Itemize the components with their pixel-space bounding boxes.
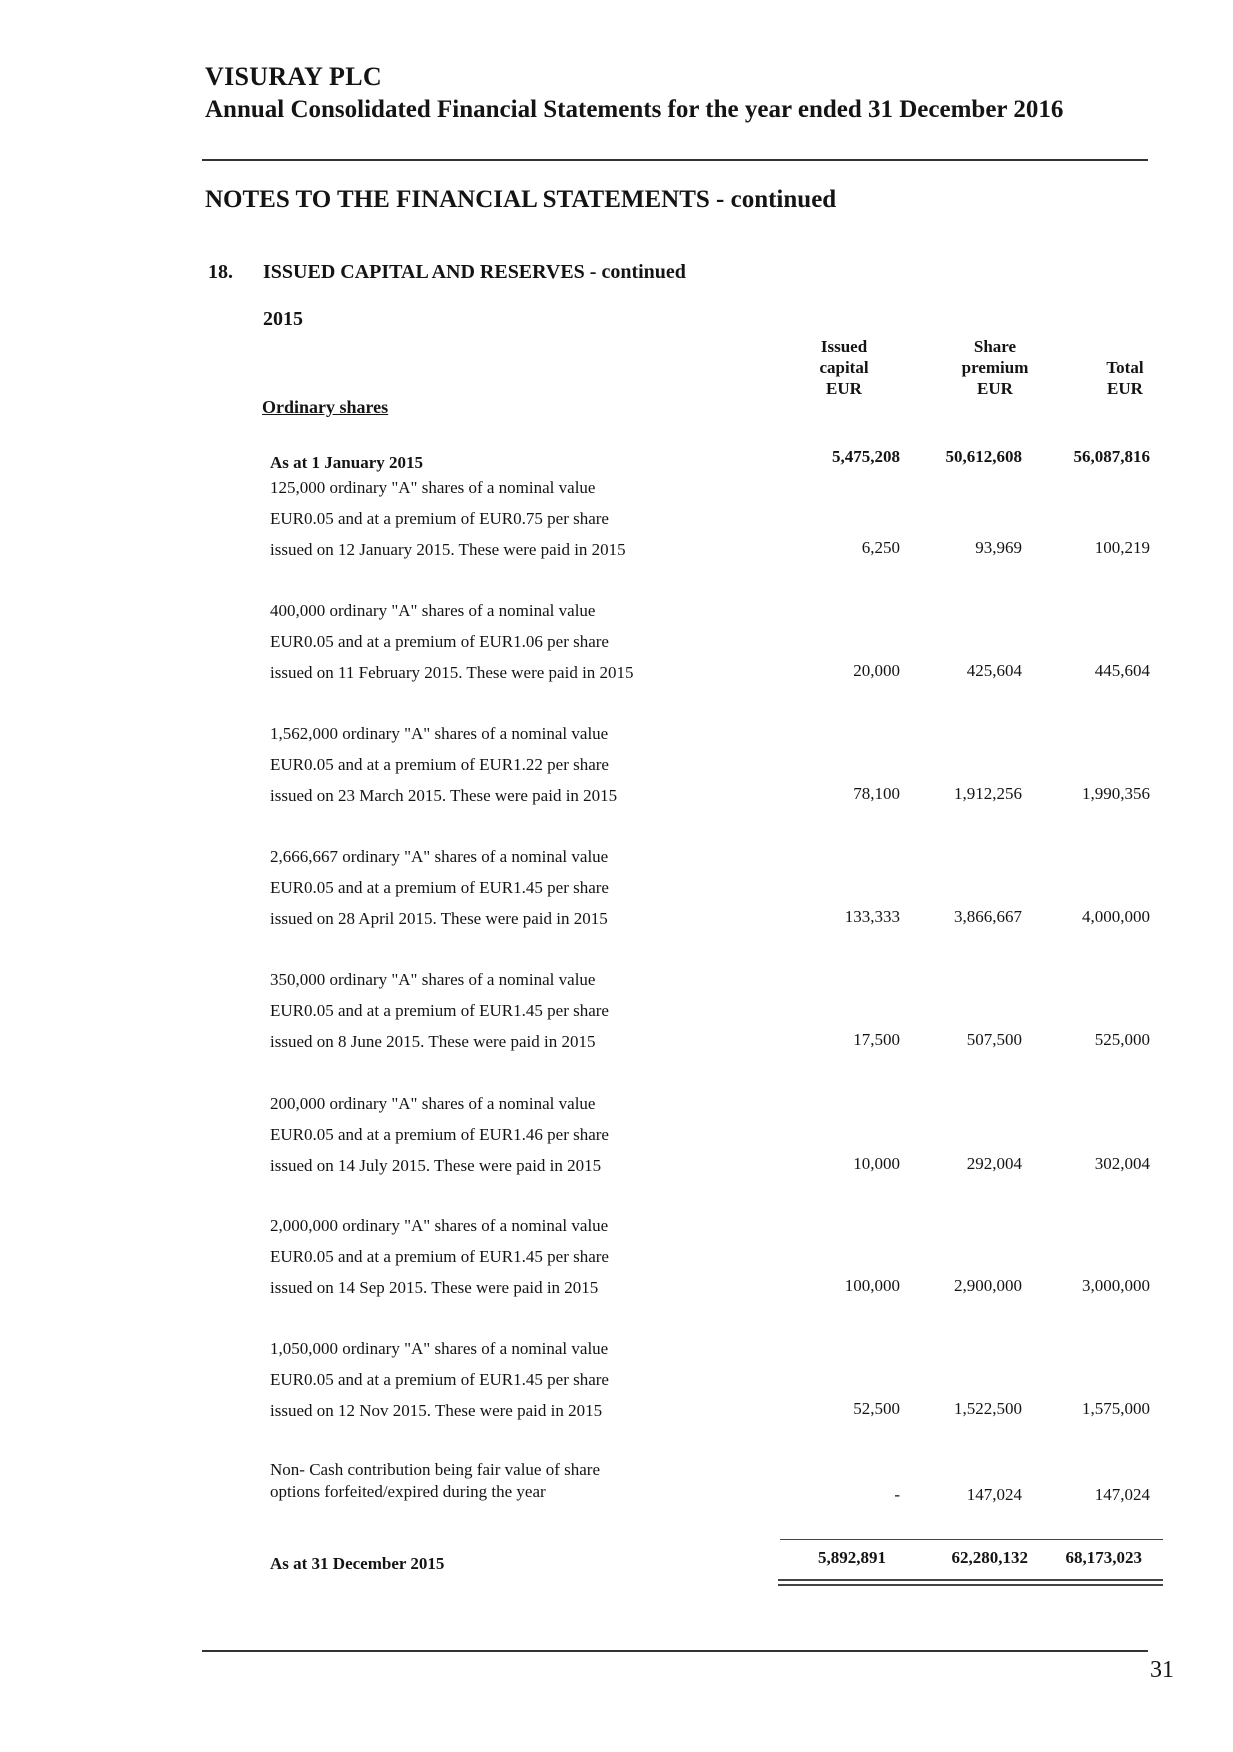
opening-balance-label: As at 1 January 2015 <box>270 453 424 472</box>
table-label: Ordinary shares <box>262 397 389 417</box>
row-share-premium: 1,912,256 <box>954 784 1022 803</box>
row-total: 100,219 <box>1094 538 1150 557</box>
column-header-share-premium: Share premium EUR <box>961 337 1029 398</box>
column-header-issued-capital: Issued capital EUR <box>819 337 869 398</box>
row-description: Non- Cash contribution being fair value of share options forfeited/expired during the year <box>270 1460 600 1501</box>
non-cash-share-premium: 147,024 <box>966 1485 1022 1504</box>
row-issued-capital: 100,000 <box>844 1276 900 1295</box>
section-number: 18. <box>208 261 233 283</box>
row-description: 200,000 ordinary "A" shares of a nominal value EUR0.05 and at a premium of EUR1.46 per share issued on 14 July 2015. These were paid in 2015 <box>270 1094 609 1175</box>
closing-share-premium: 62,280,132 <box>951 1548 1028 1567</box>
row-share-premium: 292,004 <box>966 1154 1022 1173</box>
row-share-premium: 93,969 <box>975 538 1022 557</box>
total-double-rule-lower <box>778 1584 1163 1586</box>
closing-total: 68,173,023 <box>1065 1548 1142 1567</box>
row-description: 1,562,000 ordinary "A" shares of a nominal value EUR0.05 and at a premium of EUR1.22 per share issued on 23 March 2015. These were paid in 2015 <box>270 724 618 805</box>
row-description: 125,000 ordinary "A" shares of a nominal value EUR0.05 and at a premium of EUR0.75 per share issued on 12 January 2015. These were paid in 2015 <box>270 478 626 559</box>
opening-share-premium: 50,612,608 <box>945 447 1022 466</box>
page-number: 31 <box>1150 1657 1174 1683</box>
non-cash-total: 147,024 <box>1094 1485 1150 1504</box>
footer-divider <box>202 1650 1148 1652</box>
row-share-premium: 2,900,000 <box>954 1276 1022 1295</box>
column-header-total: Total EUR <box>1106 358 1144 398</box>
row-total: 302,004 <box>1094 1154 1150 1173</box>
row-description: 1,050,000 ordinary "A" shares of a nominal value EUR0.05 and at a premium of EUR1.45 per share issued on 12 Nov 2015. These were paid in 2015 <box>270 1339 609 1420</box>
closing-balance-label: As at 31 December 2015 <box>270 1554 445 1573</box>
row-share-premium: 3,866,667 <box>954 907 1022 926</box>
section-year: 2015 <box>263 308 303 330</box>
row-issued-capital: 52,500 <box>853 1399 900 1418</box>
notes-title: NOTES TO THE FINANCIAL STATEMENTS - continued <box>205 186 837 213</box>
row-total: 525,000 <box>1094 1030 1150 1049</box>
non-cash-issued-capital: - <box>894 1485 900 1504</box>
row-share-premium: 1,522,500 <box>954 1399 1022 1418</box>
row-issued-capital: 17,500 <box>853 1030 900 1049</box>
opening-total: 56,087,816 <box>1073 447 1150 466</box>
row-share-premium: 425,604 <box>966 661 1022 680</box>
header-divider <box>202 159 1148 161</box>
row-description: 2,666,667 ordinary "A" shares of a nominal value EUR0.05 and at a premium of EUR1.45 per share issued on 28 April 2015. These were paid in 2015 <box>270 847 609 928</box>
company-name: VISURAY PLC <box>205 62 382 91</box>
row-share-premium: 507,500 <box>966 1030 1022 1049</box>
section-title: ISSUED CAPITAL AND RESERVES - continued <box>263 261 686 283</box>
row-issued-capital: 133,333 <box>844 907 900 926</box>
row-total: 4,000,000 <box>1082 907 1150 926</box>
subtotal-rule <box>780 1539 1163 1540</box>
row-issued-capital: 78,100 <box>853 784 900 803</box>
opening-issued-capital: 5,475,208 <box>832 447 900 466</box>
row-total: 3,000,000 <box>1082 1276 1150 1295</box>
total-double-rule-upper <box>778 1579 1163 1581</box>
row-total: 1,575,000 <box>1082 1399 1150 1418</box>
row-description: 400,000 ordinary "A" shares of a nominal value EUR0.05 and at a premium of EUR1.06 per share issued on 11 February 2015. These were paid in 2015 <box>270 601 634 682</box>
row-issued-capital: 20,000 <box>853 661 900 680</box>
row-total: 1,990,356 <box>1082 784 1150 803</box>
row-issued-capital: 10,000 <box>853 1154 900 1173</box>
closing-issued-capital: 5,892,891 <box>818 1548 886 1567</box>
row-total: 445,604 <box>1094 661 1150 680</box>
document-subtitle: Annual Consolidated Financial Statements for the year ended 31 December 2016 <box>205 96 1064 123</box>
row-issued-capital: 6,250 <box>861 538 900 557</box>
row-description: 350,000 ordinary "A" shares of a nominal value EUR0.05 and at a premium of EUR1.45 per share issued on 8 June 2015. These were paid in 2015 <box>270 970 609 1051</box>
row-description: 2,000,000 ordinary "A" shares of a nominal value EUR0.05 and at a premium of EUR1.45 per share issued on 14 Sep 2015. These were paid in 2015 <box>270 1216 609 1297</box>
